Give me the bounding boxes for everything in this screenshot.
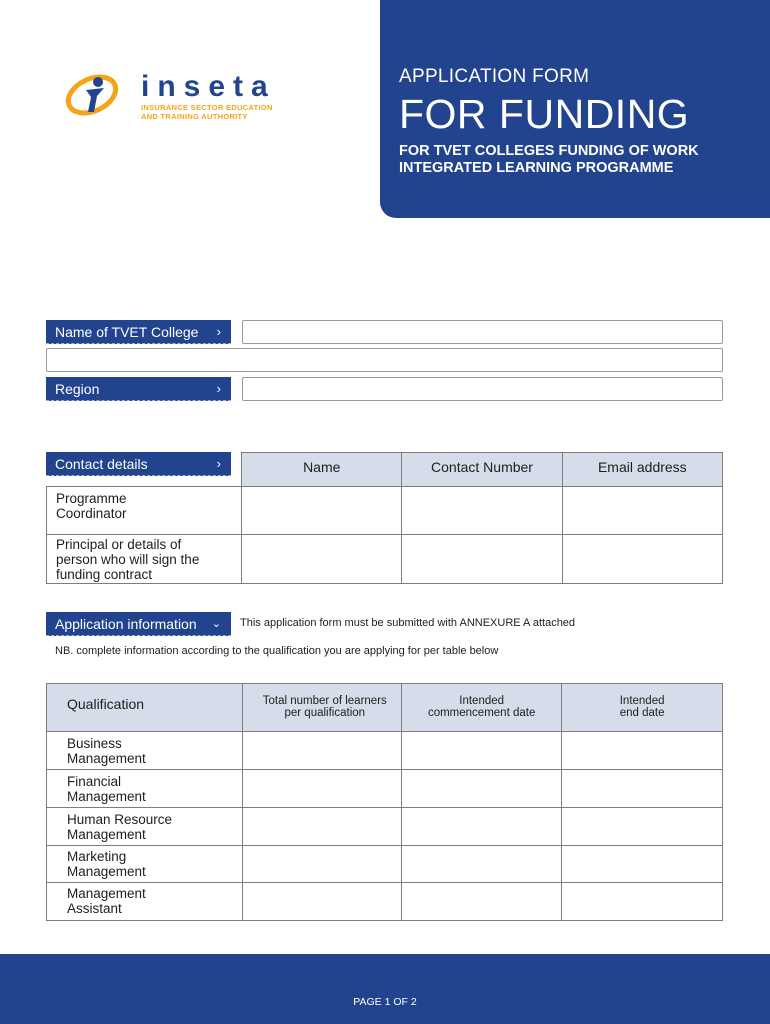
end-date-cell[interactable] xyxy=(562,883,723,921)
principal-label: Principal or details of person who will sign the funding contract xyxy=(56,537,200,582)
coordinator-name-cell[interactable] xyxy=(242,487,402,535)
commencement-cell[interactable] xyxy=(402,770,562,808)
qualification-name: Financial Management xyxy=(67,774,146,804)
table-row xyxy=(47,883,723,921)
qualification-col-title: Qualification xyxy=(67,696,145,712)
commencement-col-header xyxy=(402,684,562,732)
end-date-cell[interactable] xyxy=(562,770,723,808)
qualification-name: Marketing Management xyxy=(67,849,146,879)
college-name-input-line2[interactable] xyxy=(46,348,723,372)
chevron-right-icon: › xyxy=(216,381,221,396)
end-date-col-title: Intended end date xyxy=(619,695,665,719)
application-info-label xyxy=(46,612,231,636)
commencement-cell[interactable] xyxy=(402,732,562,770)
qualifications-table xyxy=(46,683,723,921)
commencement-col-title: Intended commencement date xyxy=(427,695,536,719)
learners-cell[interactable] xyxy=(242,732,402,770)
contact-details-label-text: Contact details xyxy=(55,456,148,472)
banner-subtitle: FOR TVET COLLEGES FUNDING OF WORK INTEGRATED LEARNING PROGRAMME xyxy=(399,143,699,176)
contact-col-header xyxy=(402,453,562,487)
end-date-cell[interactable] xyxy=(562,732,723,770)
row-label-cell xyxy=(47,487,242,535)
qualification-name-cell xyxy=(47,732,243,770)
qualification-name: Business Management xyxy=(67,736,146,766)
end-date-cell[interactable] xyxy=(562,846,723,883)
header-banner xyxy=(380,0,770,218)
logo-subtitle-line2: AND TRAINING AUTHORITY xyxy=(141,112,248,121)
inseta-logo-mark xyxy=(64,70,124,120)
learners-cell[interactable] xyxy=(242,846,402,883)
logo-subtitle-line1: INSURANCE SECTOR EDUCATION xyxy=(141,103,273,112)
principal-number-cell[interactable] xyxy=(402,535,562,584)
table-row xyxy=(47,732,723,770)
principal-name-cell[interactable] xyxy=(242,535,402,584)
coordinator-email-cell[interactable] xyxy=(562,487,722,535)
qualification-name: Human Resource Management xyxy=(67,812,173,842)
contact-col-header xyxy=(562,453,722,487)
learners-cell[interactable] xyxy=(242,808,402,846)
college-name-label xyxy=(46,320,231,344)
chevron-right-icon: › xyxy=(216,324,221,339)
table-row xyxy=(47,487,723,535)
qualification-name-cell xyxy=(47,808,243,846)
commencement-cell[interactable] xyxy=(402,808,562,846)
table-row xyxy=(47,770,723,808)
page-number: PAGE 1 OF 2 xyxy=(353,996,417,1008)
qualification-name-cell xyxy=(47,770,243,808)
banner-title-large: FOR FUNDING xyxy=(399,91,690,137)
banner-title-small: APPLICATION FORM xyxy=(399,66,590,87)
region-input[interactable] xyxy=(242,377,723,401)
learners-col-header xyxy=(242,684,402,732)
commencement-cell[interactable] xyxy=(402,883,562,921)
principal-email-cell[interactable] xyxy=(562,535,722,584)
qualification-name: Management Assistant xyxy=(67,886,146,916)
college-name-label-text: Name of TVET College xyxy=(55,324,199,340)
application-info-label-text: Application information xyxy=(55,616,197,632)
chevron-right-icon: › xyxy=(216,456,221,471)
row-label-cell xyxy=(47,535,242,584)
college-name-input[interactable] xyxy=(242,320,723,344)
learners-cell[interactable] xyxy=(242,770,402,808)
table-row xyxy=(47,846,723,883)
contact-col-number: Contact Number xyxy=(431,459,533,475)
qualification-name-cell xyxy=(47,883,243,921)
annexure-note: This application form must be submitted with ANNEXURE A attached xyxy=(240,617,576,629)
coordinator-number-cell[interactable] xyxy=(402,487,562,535)
learners-col-title: Total number of learners per qualification xyxy=(262,695,387,719)
region-label-text: Region xyxy=(55,381,100,397)
contact-col-header xyxy=(242,453,402,487)
contact-table-corner xyxy=(47,453,242,487)
end-date-cell[interactable] xyxy=(562,808,723,846)
learners-cell[interactable] xyxy=(242,883,402,921)
qualification-name-cell xyxy=(47,846,243,883)
region-label xyxy=(46,377,231,401)
contact-col-email: Email address xyxy=(597,459,687,475)
contact-col-name: Name xyxy=(303,459,341,475)
table-row xyxy=(47,808,723,846)
qualification-col-header xyxy=(47,684,243,732)
logo-subtitle xyxy=(141,103,273,121)
chevron-down-icon: ⌄ xyxy=(211,618,221,630)
page-footer xyxy=(0,954,770,1024)
programme-coordinator-label: Programme Coordinator xyxy=(56,491,127,521)
instructions-note: NB. complete information according to the qualification you are applying for per table below xyxy=(55,645,499,657)
commencement-cell[interactable] xyxy=(402,846,562,883)
table-row xyxy=(47,535,723,584)
end-date-col-header xyxy=(562,684,723,732)
contact-table xyxy=(46,452,723,584)
logo-name: inseta xyxy=(141,70,276,103)
